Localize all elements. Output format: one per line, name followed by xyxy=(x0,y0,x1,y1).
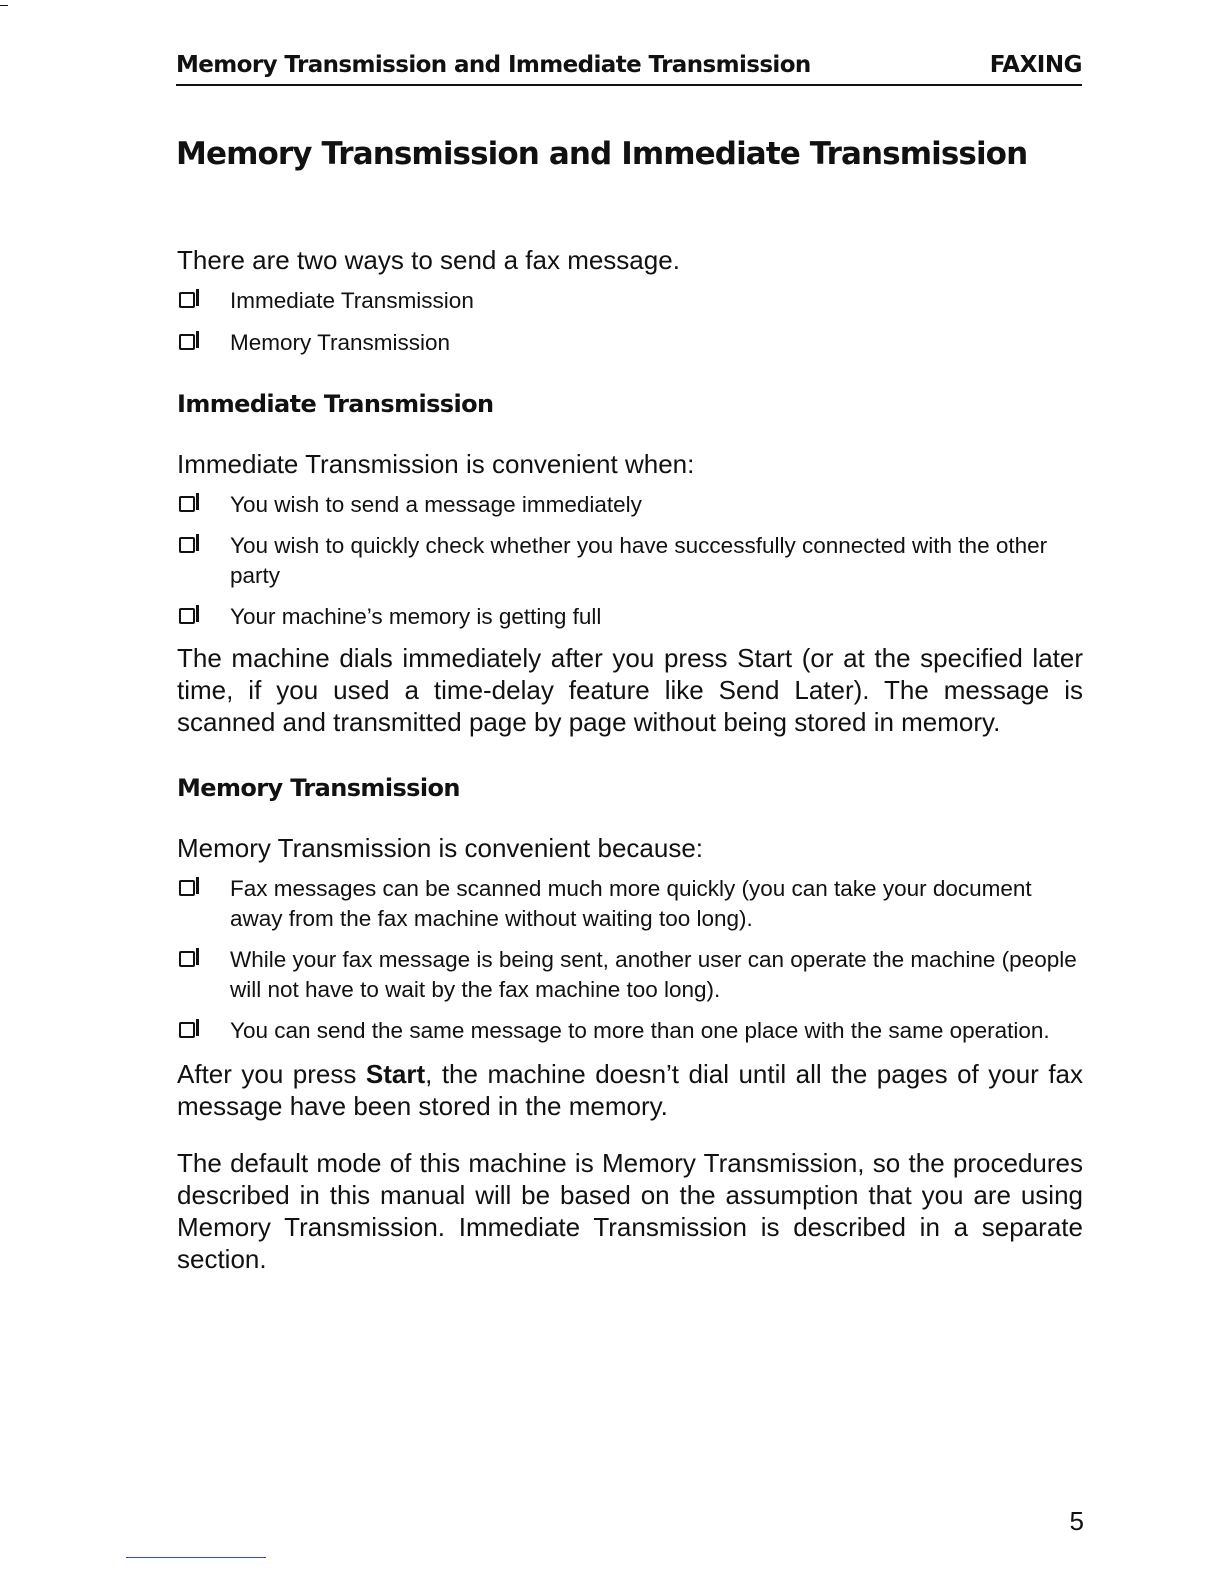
list-item xyxy=(177,328,1083,358)
list-item xyxy=(177,490,1083,520)
list-item xyxy=(177,945,1083,1005)
list-item-text: You can send the same message to more than one place with the same operation. xyxy=(230,1018,1050,1043)
checkbox-bullet-icon xyxy=(179,292,195,308)
checkbox-bullet-icon xyxy=(179,880,195,896)
immediate-lead: Immediate Transmission is convenient when: xyxy=(177,449,695,479)
list-item-text: Fax messages can be scanned much more quickly (you can take your document away from the fax machine without waiting too long). xyxy=(230,876,1032,931)
memory-list xyxy=(177,874,1083,1046)
default-mode-text: The default mode of this machine is Memory Transmission, so the procedures described in this manual will be based on the assumption that you are using Memory Transmission. Immediate Transmission is described in a separate section. xyxy=(177,1148,1083,1274)
list-item xyxy=(177,1016,1083,1046)
list-item xyxy=(177,531,1083,591)
list-item-text: You wish to send a message immediately xyxy=(230,492,642,517)
start-key-label: Start xyxy=(365,1059,426,1089)
list-item-text: Your machine’s memory is getting full xyxy=(230,604,602,629)
checkbox-bullet-icon xyxy=(179,951,195,967)
memory-after-start xyxy=(177,1058,1083,1122)
intro-list xyxy=(177,286,1083,358)
footer-rule xyxy=(126,1557,266,1558)
header-chapter-title: FAXING xyxy=(989,52,1082,78)
immediate-list xyxy=(177,490,1083,632)
corner-mark xyxy=(0,5,8,6)
checkbox-bullet-icon xyxy=(179,537,195,553)
list-item xyxy=(177,602,1083,632)
list-item xyxy=(177,874,1083,934)
list-item-text: Memory Transmission xyxy=(230,330,451,355)
header-section-title: Memory Transmission and Immediate Transmission xyxy=(176,52,811,78)
checkbox-bullet-icon xyxy=(179,1022,195,1038)
page-content xyxy=(177,244,1083,1275)
list-item xyxy=(177,286,1083,316)
list-item-text: Immediate Transmission xyxy=(230,288,474,313)
checkbox-bullet-icon xyxy=(179,334,195,350)
running-header xyxy=(176,50,1082,86)
memory-lead: Memory Transmission is convenient because: xyxy=(177,833,704,863)
immediate-body: The machine dials immediately after you press Start (or at the specified later time, if you used a time-delay feature like Send Later). The message is scanned and transmitted page by page without being stored in memory. xyxy=(177,643,1083,737)
memory-after-start-suffix: , the machine doesn’t dial until all the pages of your fax message have been stored in the memory. xyxy=(177,1059,1083,1121)
intro-text: There are two ways to send a fax message. xyxy=(177,245,680,275)
checkbox-bullet-icon xyxy=(179,608,195,624)
immediate-heading: Immediate Transmission xyxy=(177,390,494,418)
list-item-text: While your fax message is being sent, another user can operate the machine (people will not have to wait by the fax machine too long). xyxy=(230,947,1077,1002)
page-number: 5 xyxy=(1069,1506,1084,1536)
memory-heading: Memory Transmission xyxy=(177,774,460,802)
checkbox-bullet-icon xyxy=(179,496,195,512)
list-item-text: You wish to quickly check whether you have successfully connected with the other party xyxy=(230,533,1048,588)
page-title: Memory Transmission and Immediate Transmission xyxy=(176,136,1028,172)
memory-after-start-prefix: After you press xyxy=(177,1059,366,1089)
